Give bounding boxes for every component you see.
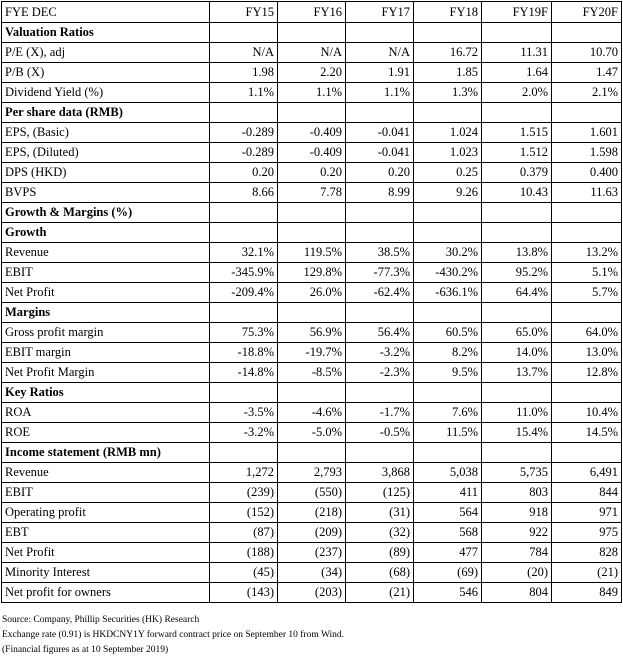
header-label-cell: FYE DEC bbox=[2, 2, 210, 23]
table-row bbox=[2, 323, 622, 343]
value-cell: -0.289 bbox=[210, 143, 278, 163]
value-cell: 975 bbox=[552, 523, 622, 543]
row-label: Minority Interest bbox=[2, 563, 210, 583]
row-label: Net Profit bbox=[2, 283, 210, 303]
value-cell: 8.2% bbox=[414, 343, 482, 363]
value-cell: 11.63 bbox=[552, 183, 622, 203]
empty-cell bbox=[346, 23, 414, 43]
value-cell: -430.2% bbox=[414, 263, 482, 283]
table-row bbox=[2, 123, 622, 143]
value-cell: (209) bbox=[278, 523, 346, 543]
value-cell: -8.5% bbox=[278, 363, 346, 383]
section-title: Growth bbox=[2, 223, 210, 243]
table-row bbox=[2, 243, 622, 263]
value-cell: 1.91 bbox=[346, 63, 414, 83]
table-row bbox=[2, 83, 622, 103]
value-cell: 1.023 bbox=[414, 143, 482, 163]
value-cell: 56.9% bbox=[278, 323, 346, 343]
value-cell: 1.98 bbox=[210, 63, 278, 83]
value-cell: 7.78 bbox=[278, 183, 346, 203]
value-cell: 56.4% bbox=[346, 323, 414, 343]
value-cell: 1.512 bbox=[482, 143, 552, 163]
value-cell: 1.024 bbox=[414, 123, 482, 143]
value-cell: (125) bbox=[346, 483, 414, 503]
value-cell: 5,038 bbox=[414, 463, 482, 483]
section-title: Per share data (RMB) bbox=[2, 103, 210, 123]
empty-cell bbox=[552, 303, 622, 323]
value-cell: 13.0% bbox=[552, 343, 622, 363]
value-cell: 804 bbox=[482, 583, 552, 603]
financial-summary-table bbox=[1, 1, 622, 603]
section-row bbox=[2, 203, 622, 223]
empty-cell bbox=[414, 303, 482, 323]
value-cell: 16.72 bbox=[414, 43, 482, 63]
value-cell: 11.5% bbox=[414, 423, 482, 443]
row-label: ROA bbox=[2, 403, 210, 423]
value-cell: -0.041 bbox=[346, 143, 414, 163]
value-cell: (69) bbox=[414, 563, 482, 583]
value-cell: (31) bbox=[346, 503, 414, 523]
value-cell: -19.7% bbox=[278, 343, 346, 363]
value-cell: 10.43 bbox=[482, 183, 552, 203]
value-cell: (32) bbox=[346, 523, 414, 543]
row-label: Net profit for owners bbox=[2, 583, 210, 603]
value-cell: 11.31 bbox=[482, 43, 552, 63]
value-cell: 9.26 bbox=[414, 183, 482, 203]
row-label: EBIT margin bbox=[2, 343, 210, 363]
value-cell: -18.8% bbox=[210, 343, 278, 363]
value-cell: 1.601 bbox=[552, 123, 622, 143]
value-cell: (188) bbox=[210, 543, 278, 563]
value-cell: 64.4% bbox=[482, 283, 552, 303]
empty-cell bbox=[210, 203, 278, 223]
section-title: Growth & Margins (%) bbox=[2, 203, 210, 223]
row-label: EPS, (Basic) bbox=[2, 123, 210, 143]
empty-cell bbox=[278, 103, 346, 123]
value-cell: 922 bbox=[482, 523, 552, 543]
value-cell: 15.4% bbox=[482, 423, 552, 443]
value-cell: 0.20 bbox=[278, 163, 346, 183]
value-cell: 0.379 bbox=[482, 163, 552, 183]
section-title: Key Ratios bbox=[2, 383, 210, 403]
empty-cell bbox=[552, 383, 622, 403]
value-cell: -636.1% bbox=[414, 283, 482, 303]
value-cell: 1.598 bbox=[552, 143, 622, 163]
header-year-cell: FY17 bbox=[346, 2, 414, 23]
value-cell: (68) bbox=[346, 563, 414, 583]
table-row bbox=[2, 43, 622, 63]
empty-cell bbox=[278, 443, 346, 463]
table-row bbox=[2, 363, 622, 383]
section-title: Income statement (RMB mn) bbox=[2, 443, 210, 463]
value-cell: -0.041 bbox=[346, 123, 414, 143]
value-cell: 65.0% bbox=[482, 323, 552, 343]
value-cell: 5.1% bbox=[552, 263, 622, 283]
source-note: Source: Company, Phillip Securities (HK) Research bbox=[2, 615, 200, 625]
row-label: Revenue bbox=[2, 463, 210, 483]
empty-cell bbox=[414, 383, 482, 403]
empty-cell bbox=[278, 303, 346, 323]
value-cell: 1.1% bbox=[210, 83, 278, 103]
empty-cell bbox=[210, 383, 278, 403]
value-cell: 564 bbox=[414, 503, 482, 523]
value-cell: 546 bbox=[414, 583, 482, 603]
empty-cell bbox=[482, 303, 552, 323]
value-cell: N/A bbox=[346, 43, 414, 63]
row-label: EPS, (Diluted) bbox=[2, 143, 210, 163]
value-cell: 3,868 bbox=[346, 463, 414, 483]
value-cell: -0.289 bbox=[210, 123, 278, 143]
value-cell: 0.400 bbox=[552, 163, 622, 183]
value-cell: -209.4% bbox=[210, 283, 278, 303]
value-cell: 1.1% bbox=[346, 83, 414, 103]
value-cell: 8.66 bbox=[210, 183, 278, 203]
value-cell: -2.3% bbox=[346, 363, 414, 383]
value-cell: 971 bbox=[552, 503, 622, 523]
value-cell: (34) bbox=[278, 563, 346, 583]
exchange-rate-note: Exchange rate (0.91) is HKDCNY1Y forward contract price on September 10 from Wind. bbox=[2, 630, 345, 640]
value-cell: 1.3% bbox=[414, 83, 482, 103]
empty-cell bbox=[552, 223, 622, 243]
value-cell: 828 bbox=[552, 543, 622, 563]
section-title: Margins bbox=[2, 303, 210, 323]
row-label: P/E (X), adj bbox=[2, 43, 210, 63]
value-cell: N/A bbox=[210, 43, 278, 63]
value-cell: 803 bbox=[482, 483, 552, 503]
value-cell: 844 bbox=[552, 483, 622, 503]
empty-cell bbox=[210, 23, 278, 43]
value-cell: 5.7% bbox=[552, 283, 622, 303]
value-cell: -345.9% bbox=[210, 263, 278, 283]
value-cell: 1.1% bbox=[278, 83, 346, 103]
row-label: Net Profit Margin bbox=[2, 363, 210, 383]
value-cell: (143) bbox=[210, 583, 278, 603]
empty-cell bbox=[346, 443, 414, 463]
table-row bbox=[2, 143, 622, 163]
empty-cell bbox=[278, 203, 346, 223]
section-row bbox=[2, 303, 622, 323]
header-year-cell: FY16 bbox=[278, 2, 346, 23]
value-cell: 0.25 bbox=[414, 163, 482, 183]
value-cell: 568 bbox=[414, 523, 482, 543]
empty-cell bbox=[482, 223, 552, 243]
empty-cell bbox=[346, 383, 414, 403]
value-cell: (203) bbox=[278, 583, 346, 603]
table-row bbox=[2, 183, 622, 203]
empty-cell bbox=[210, 303, 278, 323]
empty-cell bbox=[414, 103, 482, 123]
empty-cell bbox=[414, 203, 482, 223]
value-cell: 38.5% bbox=[346, 243, 414, 263]
table-row bbox=[2, 523, 622, 543]
value-cell: 11.0% bbox=[482, 403, 552, 423]
table-row bbox=[2, 263, 622, 283]
table-row bbox=[2, 583, 622, 603]
value-cell: (45) bbox=[210, 563, 278, 583]
value-cell: (20) bbox=[482, 563, 552, 583]
empty-cell bbox=[210, 443, 278, 463]
section-row bbox=[2, 103, 622, 123]
section-row bbox=[2, 223, 622, 243]
value-cell: -77.3% bbox=[346, 263, 414, 283]
value-cell: 5,735 bbox=[482, 463, 552, 483]
value-cell: (550) bbox=[278, 483, 346, 503]
value-cell: 0.20 bbox=[210, 163, 278, 183]
value-cell: 1.47 bbox=[552, 63, 622, 83]
value-cell: 13.7% bbox=[482, 363, 552, 383]
empty-cell bbox=[482, 203, 552, 223]
value-cell: (87) bbox=[210, 523, 278, 543]
row-label: Operating profit bbox=[2, 503, 210, 523]
empty-cell bbox=[210, 223, 278, 243]
empty-cell bbox=[414, 443, 482, 463]
value-cell: 2.1% bbox=[552, 83, 622, 103]
row-label: ROE bbox=[2, 423, 210, 443]
row-label: Dividend Yield (%) bbox=[2, 83, 210, 103]
value-cell: 1.515 bbox=[482, 123, 552, 143]
value-cell: 10.70 bbox=[552, 43, 622, 63]
empty-cell bbox=[278, 223, 346, 243]
value-cell: 13.2% bbox=[552, 243, 622, 263]
value-cell: 2,793 bbox=[278, 463, 346, 483]
value-cell: (21) bbox=[346, 583, 414, 603]
value-cell: 1.64 bbox=[482, 63, 552, 83]
empty-cell bbox=[210, 103, 278, 123]
value-cell: 10.4% bbox=[552, 403, 622, 423]
value-cell: -14.8% bbox=[210, 363, 278, 383]
value-cell: -3.2% bbox=[346, 343, 414, 363]
value-cell: -1.7% bbox=[346, 403, 414, 423]
value-cell: 7.6% bbox=[414, 403, 482, 423]
value-cell: 2.0% bbox=[482, 83, 552, 103]
row-label: DPS (HKD) bbox=[2, 163, 210, 183]
value-cell: 849 bbox=[552, 583, 622, 603]
section-title: Valuation Ratios bbox=[2, 23, 210, 43]
table-row bbox=[2, 543, 622, 563]
empty-cell bbox=[278, 23, 346, 43]
value-cell: 14.5% bbox=[552, 423, 622, 443]
row-label: EBIT bbox=[2, 483, 210, 503]
empty-cell bbox=[346, 223, 414, 243]
value-cell: (89) bbox=[346, 543, 414, 563]
value-cell: -62.4% bbox=[346, 283, 414, 303]
value-cell: -3.2% bbox=[210, 423, 278, 443]
empty-cell bbox=[552, 23, 622, 43]
value-cell: 129.8% bbox=[278, 263, 346, 283]
table-row bbox=[2, 423, 622, 443]
value-cell: 30.2% bbox=[414, 243, 482, 263]
row-label: Revenue bbox=[2, 243, 210, 263]
row-label: EBT bbox=[2, 523, 210, 543]
date-note: (Financial figures as at 10 September 2019) bbox=[2, 645, 169, 655]
value-cell: 1,272 bbox=[210, 463, 278, 483]
value-cell: -5.0% bbox=[278, 423, 346, 443]
value-cell: -3.5% bbox=[210, 403, 278, 423]
table-row bbox=[2, 343, 622, 363]
empty-cell bbox=[346, 203, 414, 223]
empty-cell bbox=[346, 303, 414, 323]
value-cell: 75.3% bbox=[210, 323, 278, 343]
row-label: Gross profit margin bbox=[2, 323, 210, 343]
value-cell: 60.5% bbox=[414, 323, 482, 343]
table-row bbox=[2, 463, 622, 483]
empty-cell bbox=[278, 383, 346, 403]
value-cell: 411 bbox=[414, 483, 482, 503]
empty-cell bbox=[552, 443, 622, 463]
table-row bbox=[2, 483, 622, 503]
table-row bbox=[2, 163, 622, 183]
header-year-cell: FY18 bbox=[414, 2, 482, 23]
value-cell: 64.0% bbox=[552, 323, 622, 343]
value-cell: 32.1% bbox=[210, 243, 278, 263]
footnotes bbox=[2, 613, 344, 658]
table-row bbox=[2, 563, 622, 583]
value-cell: (218) bbox=[278, 503, 346, 523]
header-year-cell: FY20F bbox=[552, 2, 622, 23]
header-year-cell: FY19F bbox=[482, 2, 552, 23]
value-cell: 9.5% bbox=[414, 363, 482, 383]
value-cell: (239) bbox=[210, 483, 278, 503]
header-row bbox=[2, 2, 622, 23]
empty-cell bbox=[552, 103, 622, 123]
value-cell: 14.0% bbox=[482, 343, 552, 363]
value-cell: 6,491 bbox=[552, 463, 622, 483]
header-year-cell: FY15 bbox=[210, 2, 278, 23]
empty-cell bbox=[482, 103, 552, 123]
value-cell: -0.409 bbox=[278, 143, 346, 163]
value-cell: 12.8% bbox=[552, 363, 622, 383]
value-cell: 8.99 bbox=[346, 183, 414, 203]
empty-cell bbox=[482, 443, 552, 463]
value-cell: (237) bbox=[278, 543, 346, 563]
value-cell: 784 bbox=[482, 543, 552, 563]
value-cell: 477 bbox=[414, 543, 482, 563]
empty-cell bbox=[482, 383, 552, 403]
value-cell: -0.5% bbox=[346, 423, 414, 443]
value-cell: 119.5% bbox=[278, 243, 346, 263]
value-cell: 13.8% bbox=[482, 243, 552, 263]
empty-cell bbox=[414, 23, 482, 43]
value-cell: N/A bbox=[278, 43, 346, 63]
value-cell: 918 bbox=[482, 503, 552, 523]
section-row bbox=[2, 443, 622, 463]
value-cell: (152) bbox=[210, 503, 278, 523]
value-cell: (21) bbox=[552, 563, 622, 583]
row-label: Net Profit bbox=[2, 543, 210, 563]
value-cell: -4.6% bbox=[278, 403, 346, 423]
value-cell: -0.409 bbox=[278, 123, 346, 143]
value-cell: 0.20 bbox=[346, 163, 414, 183]
table-row bbox=[2, 283, 622, 303]
value-cell: 2.20 bbox=[278, 63, 346, 83]
value-cell: 95.2% bbox=[482, 263, 552, 283]
row-label: BVPS bbox=[2, 183, 210, 203]
table-row bbox=[2, 403, 622, 423]
section-row bbox=[2, 383, 622, 403]
empty-cell bbox=[414, 223, 482, 243]
empty-cell bbox=[346, 103, 414, 123]
empty-cell bbox=[552, 203, 622, 223]
value-cell: 1.85 bbox=[414, 63, 482, 83]
row-label: P/B (X) bbox=[2, 63, 210, 83]
value-cell: 26.0% bbox=[278, 283, 346, 303]
empty-cell bbox=[482, 23, 552, 43]
row-label: EBIT bbox=[2, 263, 210, 283]
table-row bbox=[2, 503, 622, 523]
section-row bbox=[2, 23, 622, 43]
table-row bbox=[2, 63, 622, 83]
